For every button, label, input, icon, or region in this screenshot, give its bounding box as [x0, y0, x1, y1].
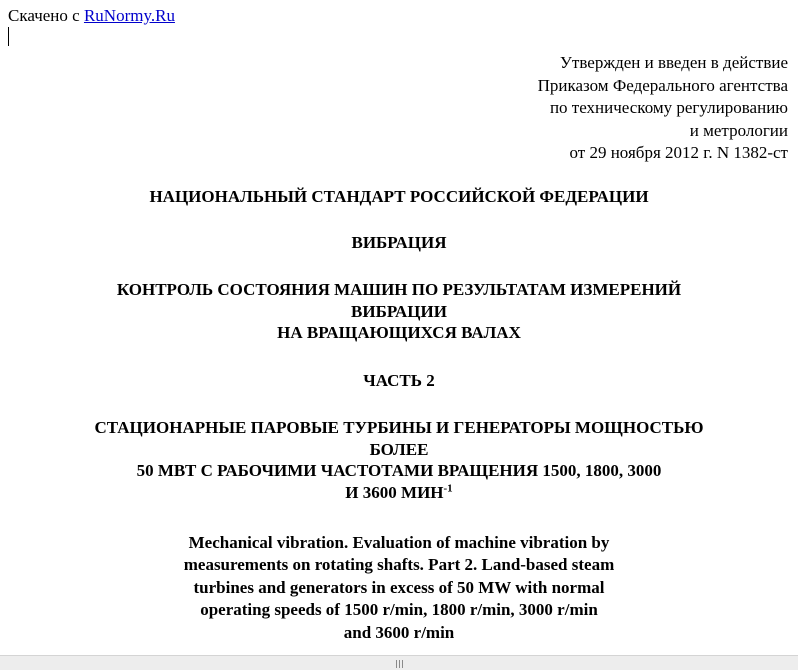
scrollbar-grip-icon[interactable] — [395, 660, 405, 668]
source-prefix: Скачено с — [8, 6, 84, 25]
part-title-last-text: И 3600 МИН — [345, 482, 444, 502]
national-standard-heading: НАЦИОНАЛЬНЫЙ СТАНДАРТ РОССИЙСКОЙ ФЕДЕРАЦИИ — [149, 187, 649, 206]
approval-line: по техническому регулированию — [549, 98, 788, 118]
english-title — [0, 532, 798, 644]
main-title — [0, 279, 798, 344]
part-title — [0, 417, 798, 503]
approval-line: от 29 ноября 2012 г. N 1382-ст — [569, 143, 788, 163]
part-title-line: 50 МВТ С РАБОЧИМИ ЧАСТОТАМИ ВРАЩЕНИЯ 1500, 1800, 3000 — [136, 461, 662, 480]
english-title-line: measurements on rotating shafts. Part 2. Land-based steam — [183, 555, 615, 575]
main-title-line: НА ВРАЩАЮЩИХСЯ ВАЛАХ — [277, 323, 521, 342]
approval-line: и метрологии — [689, 120, 788, 140]
source-link[interactable]: RuNormy.Ru — [83, 6, 175, 25]
english-title-line: operating speeds of 1500 r/min, 1800 r/min, 3000 r/min — [200, 600, 598, 620]
main-title-line: ВИБРАЦИИ — [351, 301, 447, 321]
approval-block — [428, 52, 788, 165]
main-title-line: КОНТРОЛЬ СОСТОЯНИЯ МАШИН ПО РЕЗУЛЬТАТАМ ИЗМЕРЕНИЙ — [116, 280, 682, 299]
approval-line: Приказом Федерального агентства — [537, 75, 788, 95]
part-heading: ЧАСТЬ 2 — [363, 371, 435, 390]
english-title-line: and 3600 r/min — [343, 622, 455, 642]
source-line — [8, 6, 175, 26]
english-title-line: Mechanical vibration. Evaluation of machine vibration by — [188, 533, 610, 552]
approval-line: Утвержден и введен в действие — [559, 53, 788, 72]
subject-heading: ВИБРАЦИЯ — [351, 233, 447, 252]
part-title-line — [0, 482, 798, 504]
part-title-line: СТАЦИОНАРНЫЕ ПАРОВЫЕ ТУРБИНЫ И ГЕНЕРАТОРЫ МОЩНОСТЬЮ — [94, 418, 704, 437]
text-cursor — [8, 27, 9, 46]
part-title-line: БОЛЕЕ — [369, 439, 429, 459]
exponent: -1 — [443, 481, 453, 494]
horizontal-scrollbar[interactable] — [0, 655, 798, 670]
english-title-line: turbines and generators in excess of 50 MW with normal — [193, 577, 605, 597]
